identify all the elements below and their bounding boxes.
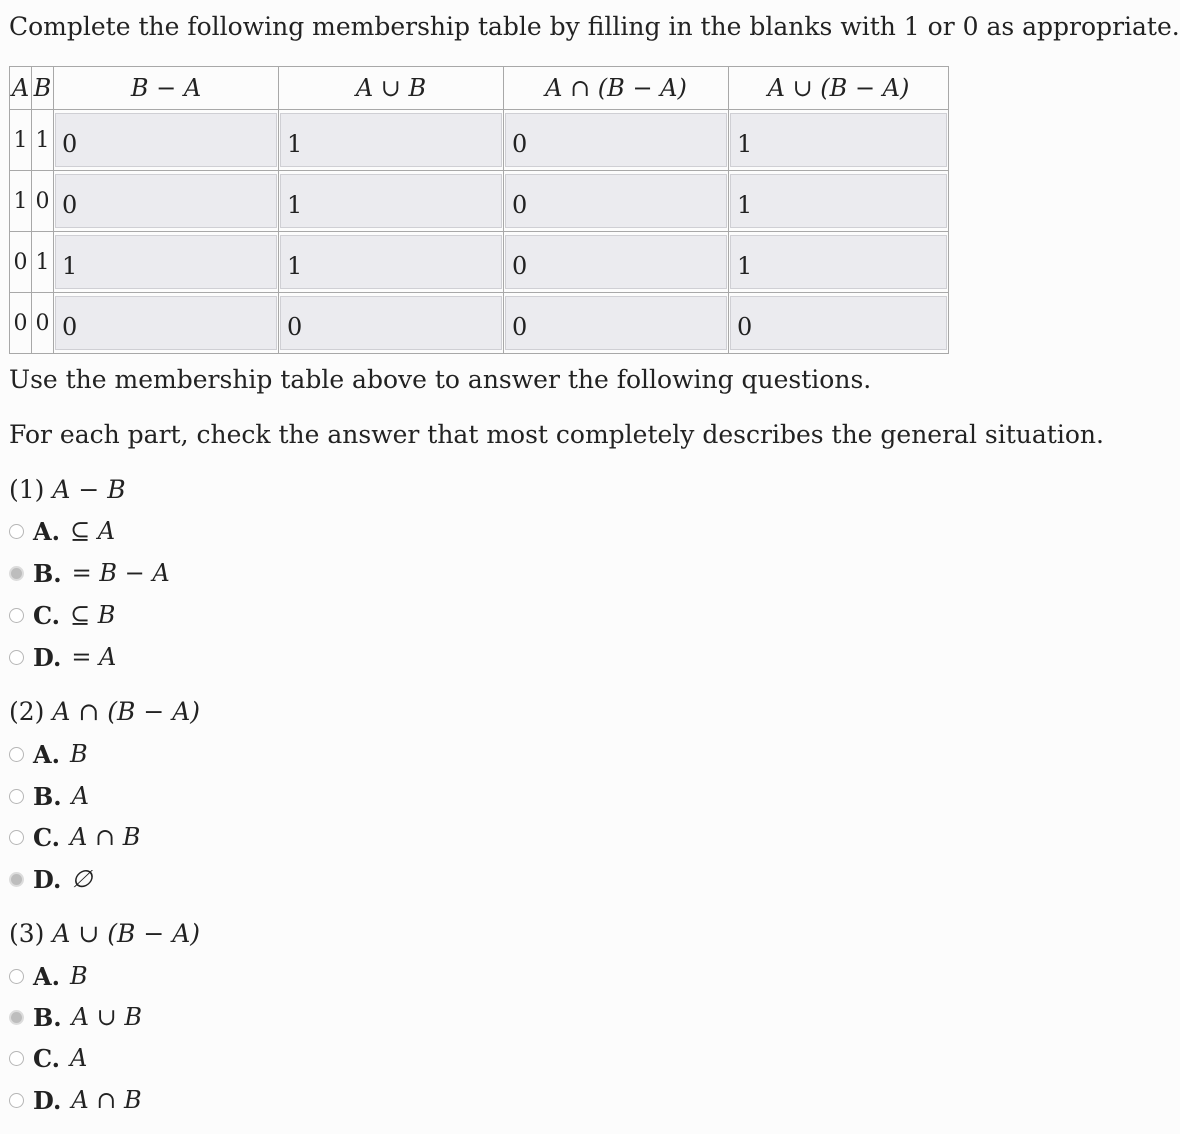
question-number: (2) [9,697,45,726]
a-value: 0 [10,232,32,293]
q2-option-a[interactable] [9,739,88,769]
q3-option-b[interactable] [9,1002,142,1032]
option-text: A ∪ B [71,1003,142,1031]
table-row [10,171,949,232]
option-text: A ∩ B [70,823,141,851]
q3-option-d[interactable] [9,1085,142,1115]
answer-input[interactable]: 0 [730,296,947,350]
option-letter: C. [33,1043,61,1073]
q2-option-d[interactable] [9,864,92,894]
radio-button[interactable] [9,872,24,887]
answer-input[interactable]: 1 [730,174,947,228]
table-header-row [10,67,949,110]
option-text: ⊆ B [70,601,116,629]
radio-button[interactable] [9,969,24,984]
answer-input[interactable]: 0 [505,113,727,167]
question-3-title [9,919,200,948]
part-instruction-text: For each part, check the answer that most completely describes the general situation. [9,420,1104,449]
answer-input[interactable]: 1 [730,235,947,289]
answer-input[interactable]: 1 [730,113,947,167]
q3-option-c[interactable] [9,1043,87,1073]
question-expression: A ∪ (B − A) [52,919,201,948]
radio-button[interactable] [9,1051,24,1066]
question-expression: A ∩ (B − A) [52,697,201,726]
a-value: 0 [10,293,32,354]
option-text: ∅ [71,865,93,893]
radio-button[interactable] [9,608,24,623]
use-table-text: Use the membership table above to answer the following questions. [9,365,872,394]
radio-button[interactable] [9,1010,24,1025]
question-number: (1) [9,475,45,504]
header-a-union-b: A ∪ B [279,67,504,110]
answer-input[interactable]: 0 [280,296,502,350]
a-value: 1 [10,110,32,171]
b-value: 0 [32,293,54,354]
table-row [10,293,949,354]
option-letter: D. [33,864,62,894]
radio-button[interactable] [9,830,24,845]
q3-option-a[interactable] [9,961,88,991]
option-text: = B − A [71,559,170,587]
option-letter: A. [33,739,60,769]
option-letter: B. [33,1002,62,1032]
option-letter: A. [33,961,60,991]
option-text: B [69,740,88,768]
q1-option-b[interactable] [9,558,170,588]
header-a-intersect-b-minus-a: A ∩ (B − A) [504,67,729,110]
question-1-title [9,475,126,504]
membership-table [9,66,949,354]
header-b-minus-a: B − A [54,67,279,110]
table-row [10,232,949,293]
answer-input[interactable]: 0 [55,113,277,167]
q2-option-b[interactable] [9,781,89,811]
option-letter: A. [33,516,60,546]
option-letter: B. [33,558,62,588]
radio-button[interactable] [9,650,24,665]
b-value: 1 [32,232,54,293]
q2-option-c[interactable] [9,822,140,852]
b-value: 0 [32,171,54,232]
option-text: A [70,1044,88,1072]
header-b: B [32,67,54,110]
option-letter: C. [33,822,61,852]
radio-button[interactable] [9,524,24,539]
question-number: (3) [9,919,45,948]
a-value: 1 [10,171,32,232]
radio-button[interactable] [9,566,24,581]
q1-option-c[interactable] [9,600,115,630]
b-value: 1 [32,110,54,171]
option-text: = A [71,643,117,671]
option-letter: C. [33,600,61,630]
radio-button[interactable] [9,789,24,804]
radio-button[interactable] [9,747,24,762]
question-2-title [9,697,200,726]
answer-input[interactable]: 0 [505,296,727,350]
radio-button[interactable] [9,1093,24,1108]
option-text: ⊆ A [69,517,116,545]
option-letter: B. [33,781,62,811]
answer-input[interactable]: 1 [280,235,502,289]
answer-input[interactable]: 0 [55,296,277,350]
option-text: A ∩ B [71,1086,142,1114]
option-text: B [69,962,88,990]
q1-option-a[interactable] [9,516,115,546]
table-row [10,110,949,171]
header-a-union-b-minus-a: A ∪ (B − A) [729,67,949,110]
header-a: A [10,67,32,110]
option-letter: D. [33,642,62,672]
answer-input[interactable]: 1 [55,235,277,289]
answer-input[interactable]: 1 [280,113,502,167]
option-text: A [71,782,89,810]
instructions: Complete the following membership table by filling in the blanks with 1 or 0 as appropriate. [9,12,1180,41]
answer-input[interactable]: 1 [280,174,502,228]
option-letter: D. [33,1085,62,1115]
answer-input[interactable]: 0 [505,174,727,228]
question-expression: A − B [52,475,126,504]
answer-input[interactable]: 0 [55,174,277,228]
answer-input[interactable]: 0 [505,235,727,289]
q1-option-d[interactable] [9,642,116,672]
